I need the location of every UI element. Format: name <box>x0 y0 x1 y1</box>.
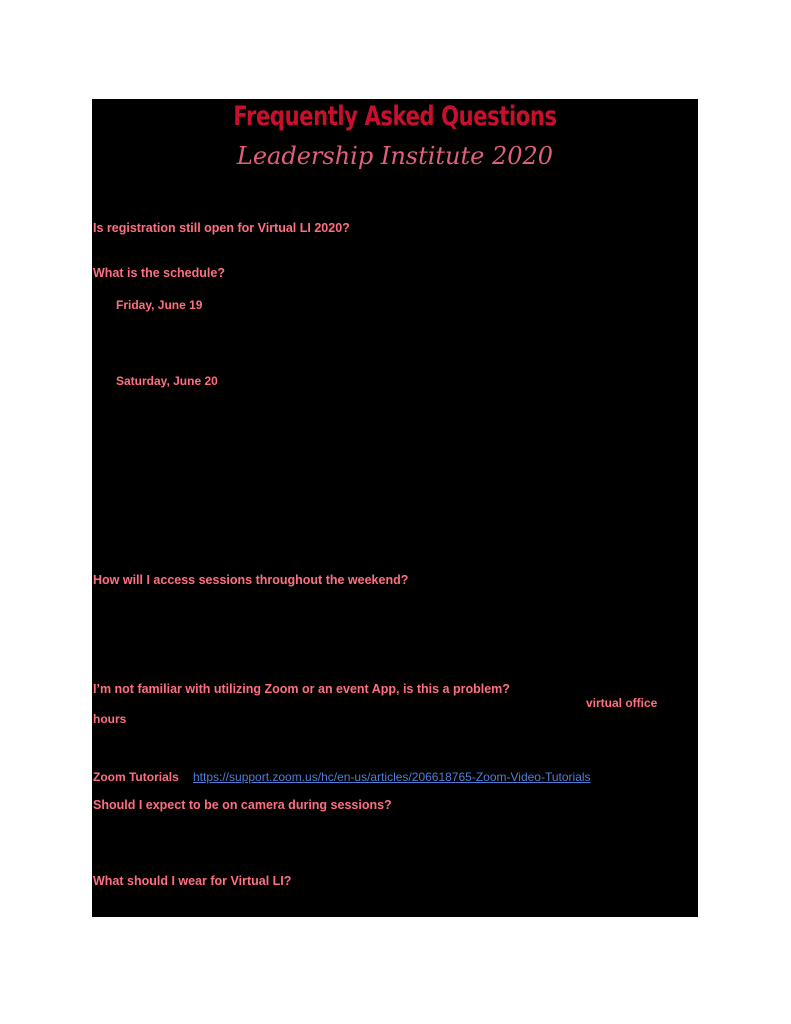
question-zoom-familiarity: I’m not familiar with utilizing Zoom or an event App, is this a problem? <box>93 682 510 696</box>
office-hours-fragment: virtual office <box>586 696 658 710</box>
question-attire: What should I wear for Virtual LI? <box>93 874 292 888</box>
faq-panel <box>92 99 698 917</box>
schedule-day-friday: Friday, June 19 <box>116 298 203 312</box>
schedule-day-saturday: Saturday, June 20 <box>116 374 218 388</box>
page-subtitle: Leadership Institute 2020 <box>236 142 554 170</box>
question-access-sessions: How will I access sessions throughout the weekend? <box>93 573 409 587</box>
question-schedule: What is the schedule? <box>93 266 225 280</box>
question-camera: Should I expect to be on camera during sessions? <box>93 798 392 812</box>
zoom-tutorials-label: Zoom Tutorials <box>93 770 179 784</box>
zoom-tutorials-link[interactable]: https://support.zoom.us/hc/en-us/articles/206618765-Zoom-Video-Tutorials <box>193 770 591 784</box>
page-title: Frequently Asked Questions <box>233 101 557 132</box>
office-hours-fragment-continued: hours <box>93 712 127 726</box>
question-registration: Is registration still open for Virtual LI 2020? <box>93 221 350 235</box>
